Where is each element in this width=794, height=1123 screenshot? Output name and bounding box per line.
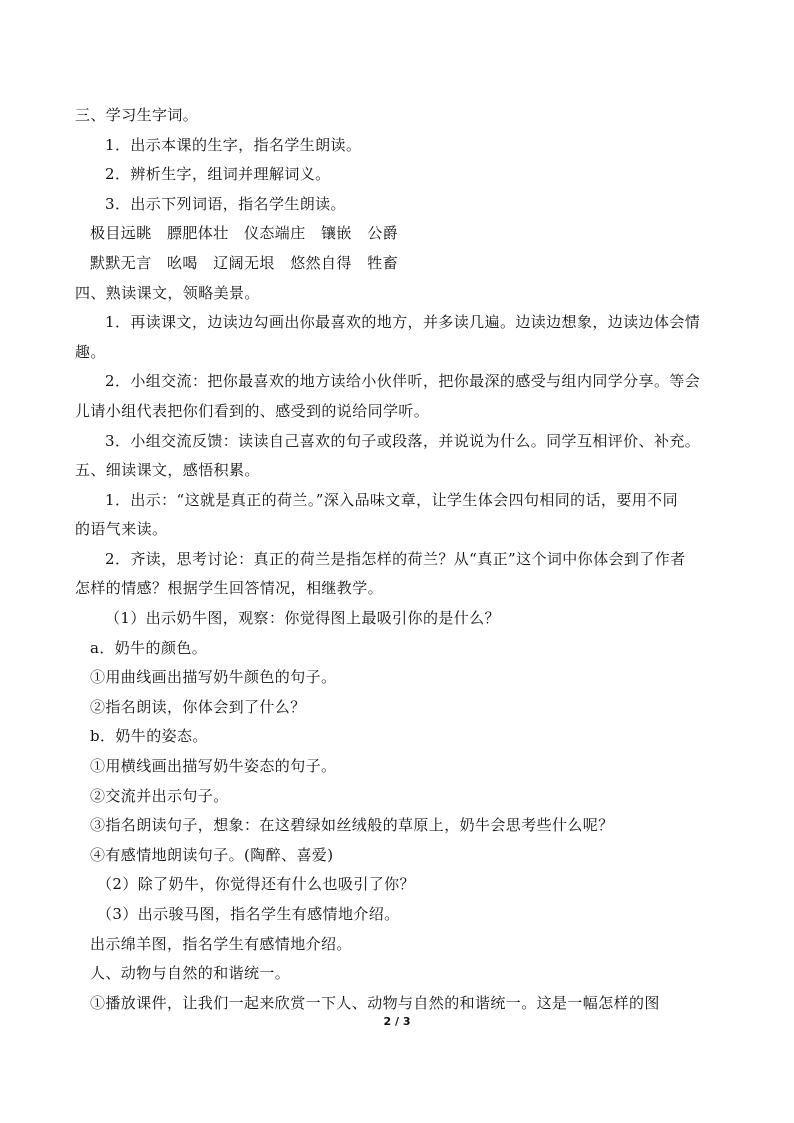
text-line: （1）出示奶牛图，观察：你觉得图上最吸引你的是什么？ [105,609,500,627]
text-line: ④有感情地朗读句子。(陶醉、喜爱) [90,846,334,864]
heading-five: 五、细读课文，感悟积累。 [75,461,260,479]
heading-three: 三、学习生字词。 [75,106,199,124]
text-line: 默默无言 吆喝 辽阔无垠 悠然自得 牲畜 [90,254,399,272]
text-line: 出示绵羊图，指名学生有感情地介绍。 [90,935,352,953]
page-number: 2 / 3 [383,1015,411,1028]
text-line: 2．辨析生字，组词并理解词义。 [105,165,331,183]
text-line: 儿请小组代表把你们看到的、感受到的说给同学听。 [75,402,430,420]
text-line: a．奶牛的颜色。 [90,639,208,657]
text-line: ①播放课件，让我们一起来欣赏一下人、动物与自然的和谐统一。这是一幅怎样的图 [90,994,660,1012]
text-line: ①用横线画出描写奶牛姿态的句子。 [90,757,337,775]
text-line: ③指名朗读句子，想象：在这碧绿如丝绒般的草原上，奶牛会思考些什么呢？ [90,816,614,834]
text-line: 2．齐读，思考讨论：真正的荷兰是指怎样的荷兰？从“真正”这个词中你体会到了作者 [105,550,686,568]
text-line: 极目远眺 膘肥体壮 仪态端庄 镶嵌 公爵 [90,224,399,242]
text-line: ①用曲线画出描写奶牛颜色的句子。 [90,668,337,686]
text-line: 2．小组交流：把你最喜欢的地方读给小伙伴听，把你最深的感受与组内同学分享。等会 [105,372,701,390]
text-line: 3．出示下列词语，指名学生朗读。 [105,195,346,213]
text-line: ②指名朗读，你体会到了什么？ [90,698,306,716]
text-line: 人、动物与自然的和谐统一。 [90,964,291,982]
text-line: 1．出示本课的生字，指名学生朗读。 [105,136,362,154]
text-line: 趣。 [75,343,106,361]
text-line: b．奶牛的姿态。 [90,727,208,745]
text-line: （2）除了奶牛，你觉得还有什么也吸引了你？ [97,875,415,893]
text-line: 1．再读课文，边读边勾画出你最喜欢的地方，并多读几遍。边读边想象，边读边体会情 [105,313,701,331]
text-line: 3．小组交流反馈：读读自己喜欢的句子或段落，并说说为什么。同学互相评价、补充。 [105,432,701,450]
text-line: 的语气来读。 [75,520,168,538]
heading-four: 四、熟读课文，领略美景。 [75,284,260,302]
text-line: （3）出示骏马图，指名学生有感情地介绍。 [97,905,400,923]
text-line: 怎样的情感？根据学生回答情况，相继教学。 [75,579,384,597]
text-line: 1．出示：“这就是真正的荷兰。”深入品味文章，让学生体会四句相同的话，要用不同 [105,491,678,509]
text-line: ②交流并出示句子。 [90,787,229,805]
